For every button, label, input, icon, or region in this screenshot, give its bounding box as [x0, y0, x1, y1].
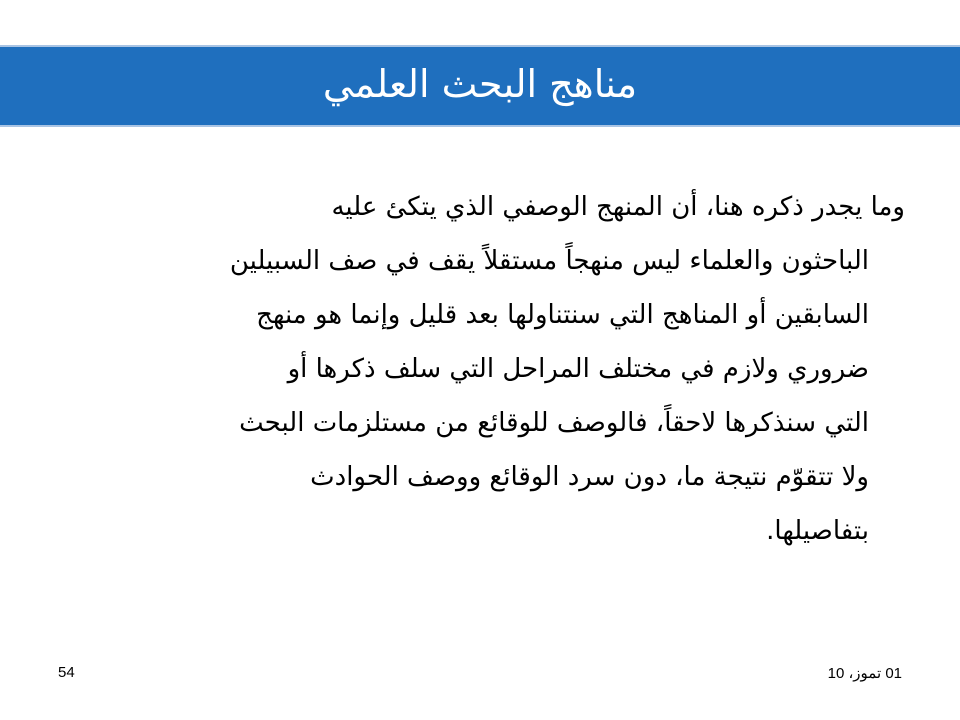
slide-date: 01 تموز، 10: [827, 665, 902, 682]
slide-page-number: 54: [58, 664, 75, 681]
body-line-5: التي سنذكرها لاحقاً، فالوصف للوقائع من مستلزمات البحث: [239, 408, 869, 438]
body-line-4: ضروري ولازم في مختلف المراحل التي سلف ذكرها أو: [287, 354, 869, 384]
body-line-1: وما يجدر ذكره هنا، أن المنهج الوصفي الذي يتكئ عليه: [331, 192, 905, 222]
body-line-6: ولا تتقوّم نتيجة ما، دون سرد الوقائع ووصف الحوادث: [310, 462, 869, 492]
body-line-3: السابقين أو المناهج التي سنتناولها بعد قليل وإنما هو منهج: [256, 300, 869, 330]
body-line-7: بتفاصيلها.: [766, 516, 869, 546]
body-line-2: الباحثون والعلماء ليس منهجاً مستقلاً يقف في صف السبيلين: [229, 246, 869, 276]
body-paragraph: [60, 180, 905, 558]
title-bar: [0, 45, 960, 127]
slide-title: مناهج البحث العلمي: [322, 62, 638, 106]
